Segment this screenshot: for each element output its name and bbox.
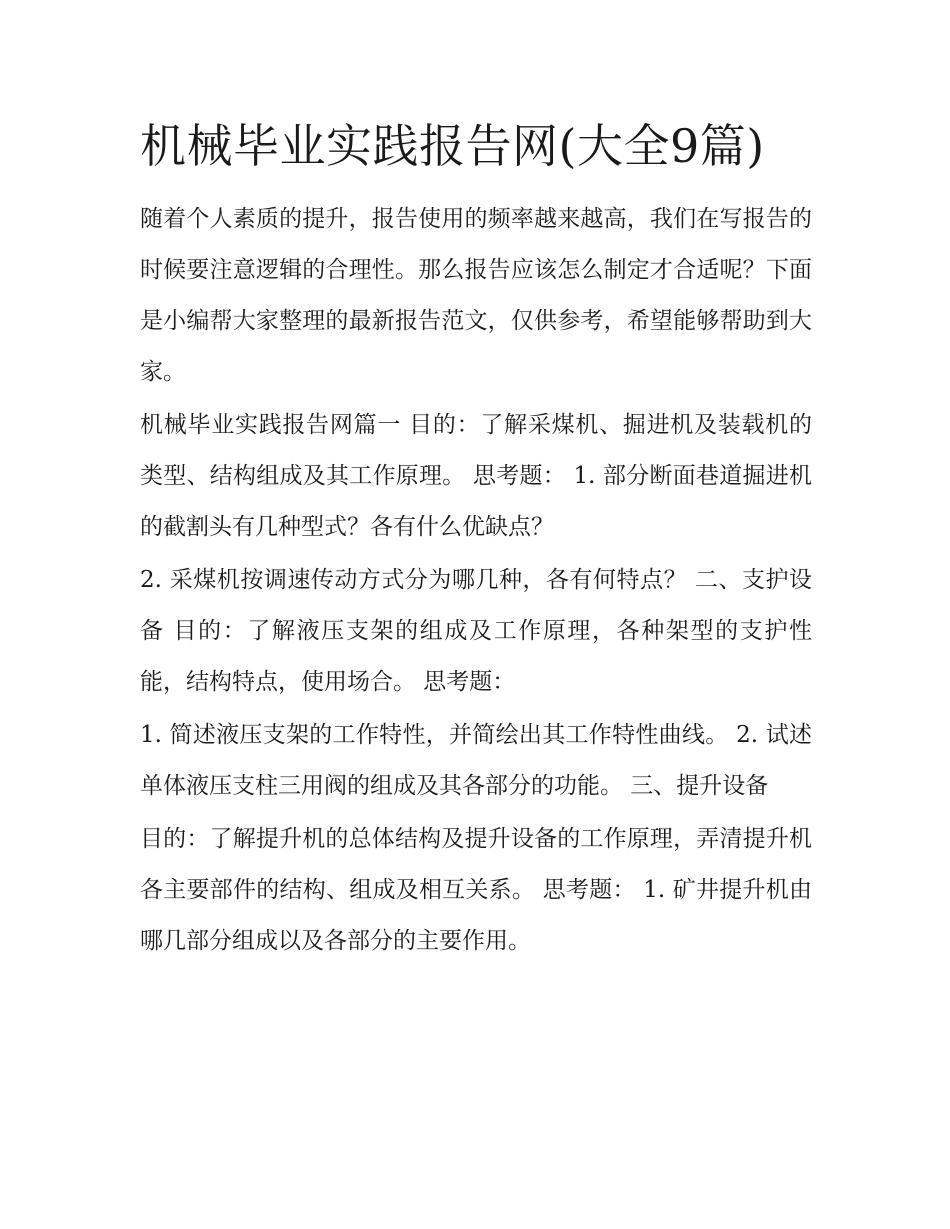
shearer-question-paragraph: 2. 采煤机按调速传动方式分为哪几种，各有何特点？ 二、支护设备 目的：了解液压支架的组成及工作原理，各种架型的支护性能，结构特点，使用场合。 思考题： xyxy=(140,567,812,695)
document-body xyxy=(140,108,812,969)
section-one-paragraph: 机械毕业实践报告网篇一 目的：了解采煤机、掘进机及装载机的类型、结构组成及其工作原理。 思考题： 1. 部分断面巷道掘进机的截割头有几种型式？各有什么优缺点？ xyxy=(140,412,812,540)
hoist-equipment-paragraph: 目的：了解提升机的总体结构及提升设备的工作原理，弄清提升机各主要部件的结构、组成及相互关系。 思考题： 1. 矿井提升机由哪几部分组成以及各部分的主要作用。 xyxy=(140,826,812,954)
intro-paragraph: 随着个人素质的提升，报告使用的频率越来越高，我们在写报告的时候要注意逻辑的合理性。那么报告应该怎么制定才合适呢？下面是小编帮大家整理的最新报告范文，仅供参考，希望能够帮助到大家。 xyxy=(140,206,812,385)
document-title: 机械毕业实践报告网(大全9篇) xyxy=(140,119,765,173)
hydraulic-support-paragraph: 1. 简述液压支架的工作特性，并简绘出其工作特性曲线。 2. 试述单体液压支柱三用阀的组成及其各部分的功能。 三、提升设备 xyxy=(140,722,812,799)
